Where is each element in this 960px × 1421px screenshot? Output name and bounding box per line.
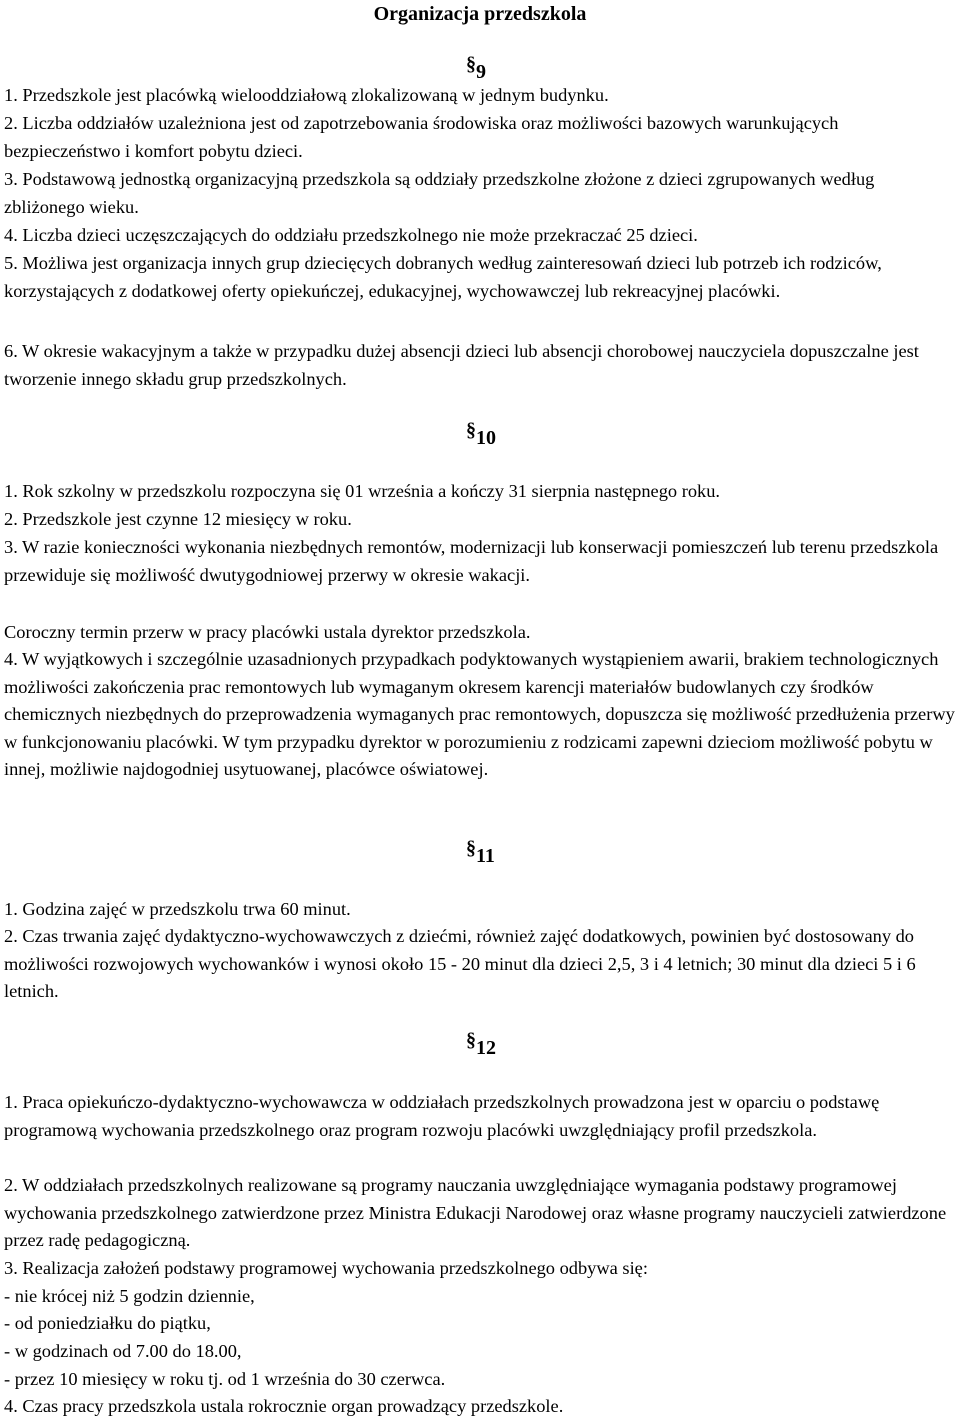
list-item: - od poniedziałku do piątku, [4, 1313, 211, 1333]
paragraph: 2. Przedszkole jest czynne 12 miesięcy w roku. [4, 509, 352, 529]
section-11-heading [466, 837, 495, 870]
section-sign-icon: § [466, 53, 476, 75]
paragraph: 4. Czas pracy przedszkola ustala rokrocznie organ prowadzący przedszkole. [4, 1396, 564, 1416]
paragraph: 3. W razie konieczności wykonania niezbędnych remontów, modernizacji lub konserwacji pomieszczeń lub terenu przedszkola przewiduje się możliwość dwutygodniowej przerwy w okresie wakacji. [4, 537, 939, 585]
document-title: Organizacja przedszkola [373, 3, 587, 25]
section-sign-icon: § [466, 837, 476, 859]
paragraph: 5. Możliwa jest organizacja innych grup dziecięcych dobranych według zainteresowań dzieci lub potrzeb ich rodziców, korzystających z dodatkowej oferty opiekuńczej, edukacyjnej, wychowawczej lub rekreacyjnej placówki. [4, 253, 882, 301]
paragraph: 3. Podstawową jednostką organizacyjną przedszkola są oddziały przedszkolne złożone z dzieci zgrupowanych według zbliżonego wieku. [4, 169, 875, 217]
paragraph: 2. Liczba oddziałów uzależniona jest od zapotrzebowania środowiska oraz możliwości bazowych warunkujących bezpieczeństwo i komfort pobytu dzieci. [4, 113, 839, 161]
paragraph: 1. Praca opiekuńczo-dydaktyczno-wychowawcza w oddziałach przedszkolnych prowadzona jest w oparciu o podstawę programową wychowania przedszkolnego oraz program rozwoju placówki uwzględniający profil przedszkola. [4, 1092, 880, 1140]
section-12-heading [466, 1029, 496, 1062]
paragraph: 3. Realizacja założeń podstawy programowej wychowania przedszkolnego odbywa się: [4, 1258, 648, 1278]
list-item: - w godzinach od 7.00 do 18.00, [4, 1341, 242, 1361]
paragraph: 4. Liczba dzieci uczęszczających do oddziału przedszkolnego nie może przekraczać 25 dzieci. [4, 225, 698, 245]
section-sign-icon: § [466, 1029, 476, 1051]
section-number: 9 [476, 61, 486, 83]
list-item: - nie krócej niż 5 godzin dziennie, [4, 1286, 255, 1306]
section-sign-icon: § [466, 419, 476, 441]
paragraph: 2. Czas trwania zajęć dydaktyczno-wychowawczych z dziećmi, również zajęć dodatkowych, powinien być dostosowany do możliwości rozwojowych wychowanków i wynosi około 15 - 20 minut dla dzieci 2,5, 3 i 4 letnich; 30 minut dla dzieci 5 i 6 letnich. [4, 926, 916, 1002]
paragraph: 1. Przedszkole jest placówką wielooddziałową zlokalizowaną w jednym budynku. [4, 85, 609, 105]
section-number: 11 [476, 845, 495, 867]
paragraph: 4. W wyjątkowych i szczególnie uzasadnionych przypadkach podyktowanych wystąpieniem awarii, brakiem technologicznych możliwości zakończenia prac remontowych lub wymaganym okresem karencji materiałów budowlanych czy środków chemicznych niezbędnych do przeprowadzenia wymaganych prac remontowych, dopuszcza się możliwość przedłużenia przerwy w funkcjonowaniu placówki. W tym przypadku dyrektor w porozumieniu z rodzicami zapewni dzieciom możliwość pobytu w innej, możliwie najdogodniej usytuowanej, placówce oświatowej. [4, 649, 955, 780]
paragraph: 6. W okresie wakacyjnym a także w przypadku dużej absencji dzieci lub absencji chorobowej nauczyciela dopuszczalne jest tworzenie innego składu grup przedszkolnych. [4, 341, 919, 389]
paragraph: 2. W oddziałach przedszkolnych realizowane są programy nauczania uwzględniające wymagania podstawy programowej wychowania przedszkolnego zatwierdzone przez Ministra Edukacji Narodowej oraz własne programy nauczycieli zatwierdzone przez radę pedagogiczną. [4, 1175, 947, 1251]
list-item: - przez 10 miesięcy w roku tj. od 1 września do 30 czerwca. [4, 1369, 446, 1389]
paragraph: 1. Godzina zajęć w przedszkolu trwa 60 minut. [4, 899, 351, 919]
section-number: 12 [476, 1037, 496, 1059]
paragraph: Coroczny termin przerw w pracy placówki ustala dyrektor przedszkola. [4, 622, 531, 642]
section-number: 10 [476, 427, 496, 449]
section-10-heading [466, 419, 496, 452]
paragraph: 1. Rok szkolny w przedszkolu rozpoczyna się 01 września a kończy 31 sierpnia następnego roku. [4, 481, 721, 501]
